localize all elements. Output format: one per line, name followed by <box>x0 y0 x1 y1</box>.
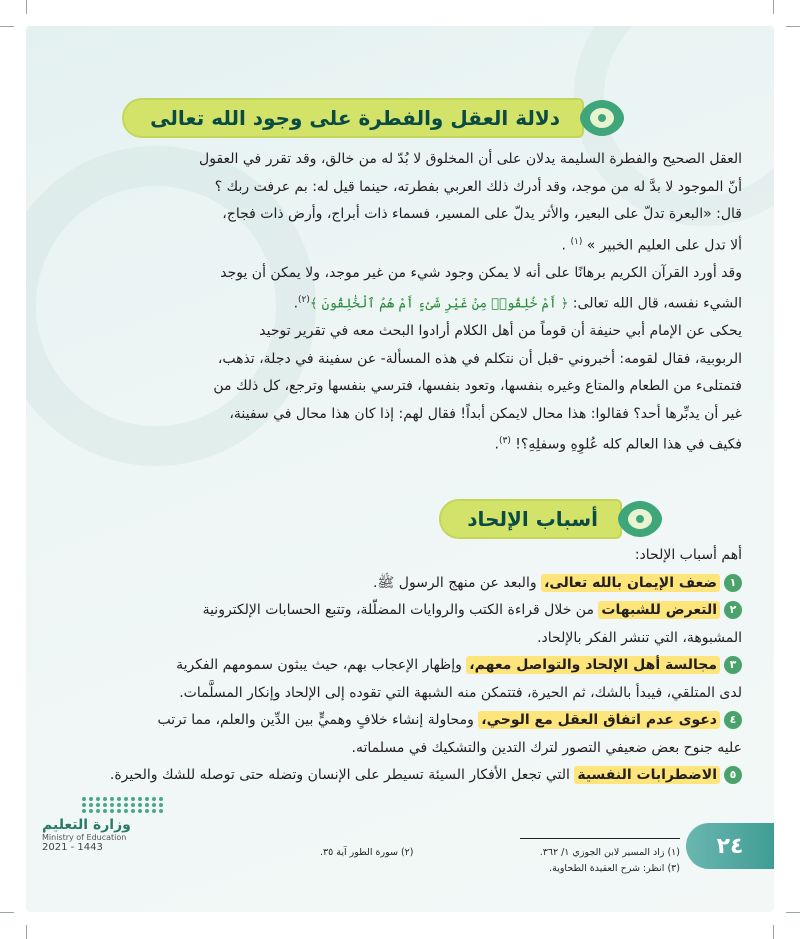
list-intro: أهم أسباب الإلحاد: <box>634 547 742 563</box>
crop-mark <box>26 0 27 14</box>
text-line: غير أن يدبِّرها أحد؟ فقالوا: هذا محال لايمكن أبداً! فقال لهم: إذا كان هذا محال في سفينة، <box>229 405 742 422</box>
list-item <box>54 762 742 790</box>
footnote-row <box>320 845 680 861</box>
crop-mark <box>0 26 14 27</box>
number-badge: ١ <box>724 574 742 592</box>
text-line: الربوبية، فقال لقومه: أخبروني -قبل أن نتكلم في هذه المسألة- عن سفينة في دجلة، تذهب، <box>217 350 742 367</box>
quran-verse: ﴿ أَمْ خُلِقُوا۟ مِنْ غَيْرِ شَىْءٍ أَمْ هُمُ ٱلْخَٰلِقُونَ ﴾ <box>309 296 569 312</box>
highlight-text: التعرض للشبهات <box>598 601 720 619</box>
intro-text <box>54 146 742 459</box>
list-item <box>54 597 742 625</box>
ornament-icon <box>574 96 630 140</box>
ornament-icon <box>612 497 668 541</box>
text-line: المشبوهة، التي تنشر الفكر بالإلحاد. <box>537 629 742 646</box>
section-heading <box>439 497 668 541</box>
footnote-ref: (٣) <box>498 436 511 447</box>
number-badge: ٣ <box>724 656 742 674</box>
text-segment: وإظهار الإعجاب بهم، حيث يبثون سمومهم الفكرية <box>176 657 467 673</box>
text-line <box>54 428 742 459</box>
crop-mark <box>26 925 27 939</box>
footnote: (٢) سورة الطور آية ٣٥. <box>320 847 414 858</box>
ministry-logo <box>42 797 142 853</box>
footnote: (١) زاد المسير لابن الجوزي ١/ ٣٦٢. <box>539 847 680 858</box>
number-badge: ٢ <box>724 601 742 619</box>
highlight-text: الاضطرابات النفسية <box>574 766 720 784</box>
text-line: العقل الصحيح والفطرة السليمة يدلان على أن المخلوق لا بُدّ له من خالق، وقد تقرر في العقول <box>199 151 742 167</box>
list-item <box>54 707 742 735</box>
text-line <box>54 229 742 260</box>
footnote: (٣) انظر: شرح العقيدة الطحاوية. <box>549 863 680 874</box>
causes-list <box>54 542 742 790</box>
crop-mark <box>786 912 800 913</box>
text-line: يحكى عن الإمام أبي حنيفة أن قوماً من أهل الكلام أرادوا البحث معه في تقرير توحيد <box>259 323 742 340</box>
crop-mark <box>786 26 800 27</box>
section-title: دلالة العقل والفطرة على وجود الله تعالى <box>122 98 584 138</box>
footnotes <box>320 845 680 877</box>
text-line: قال: «البعرة تدلّ على البعير، والأثر يدلّ على المسير، فسماء ذات أبراج، وأرض ذات فجاج، <box>222 206 742 222</box>
section-title: أسباب الإلحاد <box>439 499 622 539</box>
highlight-text: مجالسة أهل الإلحاد والتواصل معهم، <box>466 656 720 674</box>
list-item <box>54 570 742 598</box>
footnote-ref: (٢) <box>298 295 310 306</box>
page-number: ٢٤ <box>686 823 774 869</box>
text-segment: ومحاولة إنشاء خلافٍ وهميٍّ بين الدِّين والعلم، مما ترتب <box>157 712 479 728</box>
highlight-text: دعوى عدم اتفاق العقل مع الوحي، <box>478 711 720 729</box>
highlight-text: ضعف الإيمان بالله تعالى، <box>541 574 720 592</box>
text-line: عليه جنوح بعض ضعيفي التصور لترك التدين والتشكيك في مسلماته. <box>351 739 742 756</box>
crop-mark <box>773 925 774 939</box>
text-line: لدى المتلقي، فيبدأ بالشك، ثم الحيرة، فتتمكن منه الشبهة التي تقوده إلى الإلحاد وإنكار المسلَّمات. <box>179 684 742 701</box>
logo-mark <box>82 797 142 813</box>
logo-year: 2021 - 1443 <box>42 842 103 853</box>
text-line: وقد أورد القرآن الكريم برهانًا على أنه لا يمكن وجود شيء من غير موجد، ولا يمكن أن يوجد <box>220 264 742 281</box>
text-line: أنّ الموجود لا بدَّ له من موجد، وقد أدرك ذلك العربي بفطرته، حينما قيل له: بم عرفت ربك ؟ <box>214 178 742 195</box>
text-segment: فكيف في هذا العالم كله عُلوِهِ وسفلِهِ؟! <box>515 436 742 453</box>
text-line <box>54 287 742 318</box>
text-segment: . <box>293 295 299 312</box>
text-segment: التي تجعل الأفكار السيئة تسيطر على الإنسان وتضله حتى توصله للشك والحيرة. <box>109 767 575 783</box>
logo-arabic: وزارة التعليم <box>42 817 131 833</box>
text-segment: من خلال قراءة الكتب والروايات المضلّلة، وتتبع الحسابات الإلكترونية <box>202 602 599 618</box>
section-heading <box>122 96 630 140</box>
list-item <box>54 652 742 680</box>
text-segment: والبعد عن منهج الرسول ﷺ. <box>372 574 542 591</box>
text-segment: الشيء نفسه، قال الله تعالى: <box>568 295 742 312</box>
text-segment: ألا تدل على العليم الخبير » <box>586 237 742 254</box>
logo-english: Ministry of Education <box>42 833 127 842</box>
crop-mark <box>0 912 14 913</box>
number-badge: ٥ <box>724 766 742 784</box>
text-line: فتمتلىء من الطعام والمتاع وغيره بنفسها، وتعود بنفسها، فترسي بنفسها وترجع، كل ذلك من <box>213 378 742 395</box>
text-segment: . <box>494 436 499 453</box>
number-badge: ٤ <box>724 711 742 729</box>
text-segment: . <box>561 237 571 254</box>
footnote-divider <box>520 838 680 839</box>
crop-mark <box>773 0 774 14</box>
footnote-ref: (١) <box>570 236 583 247</box>
